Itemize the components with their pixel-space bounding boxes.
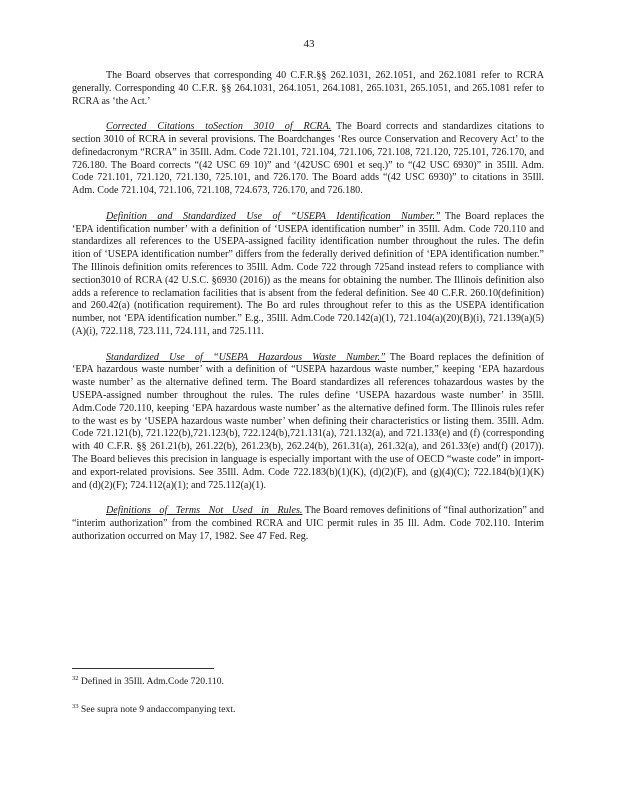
section-heading: Definitions of Terms Not Used in Rules.	[106, 505, 303, 517]
paragraph-corrected-citations	[72, 121, 544, 198]
paragraph-rcra-references	[72, 70, 544, 108]
footnote-number: 32	[72, 674, 79, 682]
section-heading: Standardized Use of “USEPA Hazardous Waste Number.”	[106, 351, 386, 363]
footnotes	[72, 668, 544, 732]
footnote-number: 33	[72, 702, 79, 710]
footnote-33	[72, 704, 544, 716]
paragraph-usepa-identification-number	[72, 211, 544, 339]
footnote-divider	[72, 668, 214, 669]
footnote-text: Defined in 35Ill. Adm.Code 720.110.	[80, 676, 224, 687]
section-heading: Definition and Standardized Use of “USEPA Identification Number.”	[106, 210, 441, 222]
paragraph-text: The Board corrects and standardizes citations to section 3010 of RCRA in several provisions. The Boardchanges ‘Res ource Conservation and Recovery Act’ to the definedacronym “RCRA” in 35Ill. Adm. Code 721.101, 721.104, 721.106, 721.108, 721.120, 725.101, 726.170, and 726.180. The Board corrects “(42 USC 69 10)” and ‘(42USC 6901 et seq.)” to “(42 USC 6930)” in 35Ill. Adm. Code 721.101, 721.120, 721.130, 725.101, and 726.170. The Board adds “(42 USC 6930)” to citations in 35Ill. Adm. Code 721.104, 721.106, 721.108, 724.673, 726.170, and 726.180.	[72, 121, 544, 197]
paragraph-text: The Board removes definitions of “final authorization” and “interim authorization” from the combined RCRA and UIC permit rules in 35 Ill. Adm. Code 702.110. Interim authorization occurred on May 17, 1982. See 47 Fed. Reg.	[72, 505, 544, 542]
footnote-text: See supra note 9 andaccompanying text.	[80, 704, 236, 715]
paragraph-text: The Board replaces the ‘EPA identification number’ with a definition of ‘USEPA identification number” in 35Ill. Adm. Code 720.110 and standardizes all references to the USEPA-assigned facility identification number throughout the rules. The defin ition of ‘USEPA identification number” differs from the federally derived definition of ‘EPA identification number.” The Illinois definition omits references to 35Ill. Adm. Code 722 through 725and instead refers to compliance with section3010 of RCRA (42 U.S.C. §6930 (2016)) as the means for obtaining the number. The Illinois definition also adds a reference to reclamation facilities that is absent from the federal definition. See 40 C.F.R. 260.10(definition) and 260.42(a) (notification requirement). The Bo ard rules throughout refer to this as the USEPA identification number, not ‘EPA identification number.” E.g., 35Ill. Adm.Code 720.142(a)(1), 721.104(a)(20)(B)(i), 721.139(a)(5)(A)(i), 722.118, 723.111, 724.111, and 725.111.	[72, 210, 544, 337]
page-number: 43	[303, 38, 315, 50]
paragraph-usepa-hazardous-waste-number	[72, 352, 544, 493]
page-body	[72, 70, 544, 556]
paragraph-text: The Board replaces the definition of ‘EPA hazardous waste number’ with a definition of “USEPA hazardous waste number,” keeping ‘EPA hazardous waste number’ as the alternative defined term. The Board standardizes all references tohazardous wastes by the USEPA-assigned number throughout the rules. The rules define ‘USEPA hazardous waste number’ in 35Ill. Adm.Code 720.110, keeping ‘EPA hazardous waste number’ as the alternative defined form. The Illinois rules refer to the wast es by ‘USEPA hazardous waste number’ when defining their characteristics or listing them. 35Ill. Adm. Code 721.121(b), 721.122(b),721.123(b), 722.124(b),721.131(a), 721.132(a), and 721.133(e) and (f) (corresponding with 40 C.F.R. §§ 261.21(b), 261.22(b), 261.23(b), 262.24(b), 261.31(a), 261.32(a), and 261.33(e) and(f) (2017)). The Board believes this precision in language is especially important with the use of OECD “waste code” in import-and export-related provisions. See 35Ill. Adm. Code 722.183(b)(1)(K), (d)(2)(F), and (g)(4)(C); 722.184(b)(1)(K) and (d)(2)(F); 724.112(a)(1); and 725.112(a)(1).	[72, 351, 545, 491]
section-heading: Corrected Citations toSection 3010 of RCRA.	[106, 121, 332, 133]
footnote-32	[72, 676, 544, 688]
paragraph-text: The Board observes that corresponding 40 C.F.R.§§ 262.1031, 262.1051, and 262.1081 refer to RCRA generally. Corresponding 40 C.F.R. §§ 264.1031, 264.1051, 264.1081, 265.1031, 265.1051, and 265.1081 refer to RCRA as ‘the Act.’	[72, 70, 544, 107]
paragraph-definitions-not-used	[72, 505, 544, 543]
